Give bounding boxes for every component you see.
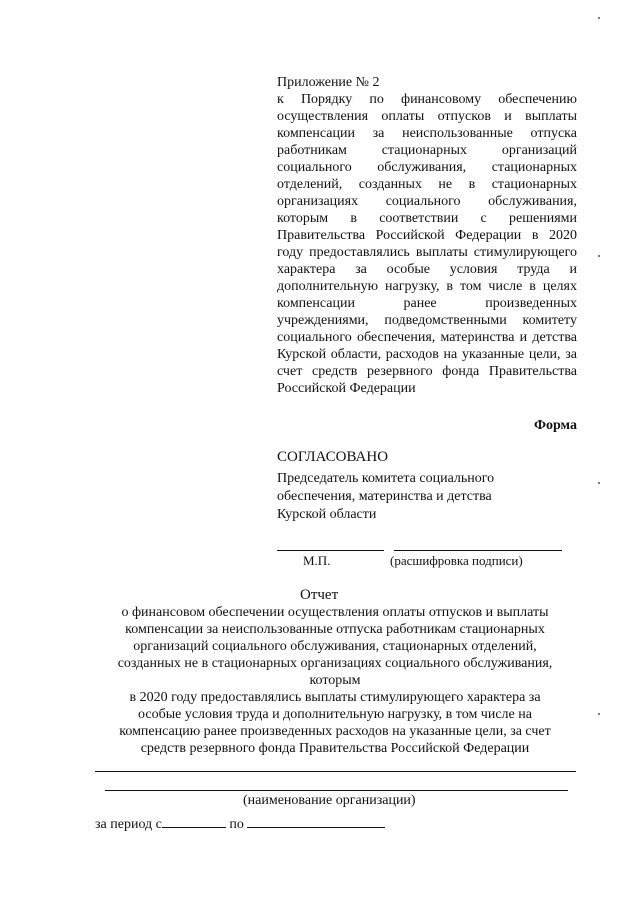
scan-speck — [598, 17, 600, 19]
approver-position-line: Председатель комитета социального — [277, 471, 495, 486]
report-line: компенсации за неиспользованные отпуска работникам стационарных — [125, 622, 545, 637]
report-line: в 2020 году предоставлялись выплаты стимулирующего характера за — [129, 690, 541, 705]
signature-decode-label: (расшифровка подписи) — [390, 553, 523, 568]
period-to-field[interactable] — [247, 815, 385, 828]
report-line: компенсацию ранее произведенных расходов на указанные цели, за счет — [119, 724, 551, 739]
scan-speck — [598, 255, 600, 257]
organization-caption: (наименование организации) — [243, 793, 416, 808]
report-line: средств резервного фонда Правительства Российской Федерации — [140, 741, 530, 756]
signature-decode-line — [394, 550, 562, 551]
report-line: созданных не в стационарных организациях социального обслуживания, — [117, 656, 553, 671]
period-row — [95, 815, 385, 833]
approver-position-line: Курской области — [277, 507, 377, 522]
period-from-label: за период с — [95, 817, 162, 832]
report-title: Отчет — [300, 587, 339, 603]
period-to-label: по — [229, 817, 244, 832]
appendix-number: Приложение № 2 — [277, 75, 380, 90]
approver-position-line: обеспечения, материнства и детства — [277, 489, 492, 504]
stamp-label: М.П. — [303, 553, 331, 568]
report-description — [95, 604, 575, 757]
period-from-field[interactable] — [162, 815, 226, 828]
approver-position — [277, 470, 577, 524]
signature-line — [277, 550, 384, 551]
scan-speck — [598, 713, 600, 715]
report-line: которым — [309, 673, 361, 688]
appendix-block — [277, 74, 577, 397]
report-line: о финансовом обеспечении осуществления оплаты отпусков и выплаты — [121, 605, 549, 620]
approval-block — [277, 448, 577, 524]
scan-speck — [598, 482, 600, 484]
form-label: Форма — [533, 418, 577, 433]
report-line: особые условия труда и дополнительную нагрузку, в том числе на — [138, 707, 532, 722]
report-line: организаций социального обслуживания, стационарных отделений, — [133, 639, 537, 654]
organization-name-line — [95, 771, 576, 772]
appendix-text: к Порядку по финансовому обеспечению осуществления оплаты отпусков и выплаты компенсации за неиспользованные отпуска работникам стационарных организаций социального обслуживания, стационарных отделений, созданных не в стационарных организациях социального обслуживания, которым в соответствии с решениями Правительства Российской Федерации в 2020 году предоставлялись выплаты стимулирующего характера за особые условия труда и дополнительную нагрузку, в том числе в целях компенсации ранее произведенных учреждениями, подведомственными комитету социального обеспечения, материнства и детства Курской области, расходов на указанные цели, за счет средств резервного фонда Правительства Российской Федерации — [277, 92, 577, 396]
organization-name-line — [105, 790, 568, 791]
approval-title: СОГЛАСОВАНО — [277, 449, 389, 465]
